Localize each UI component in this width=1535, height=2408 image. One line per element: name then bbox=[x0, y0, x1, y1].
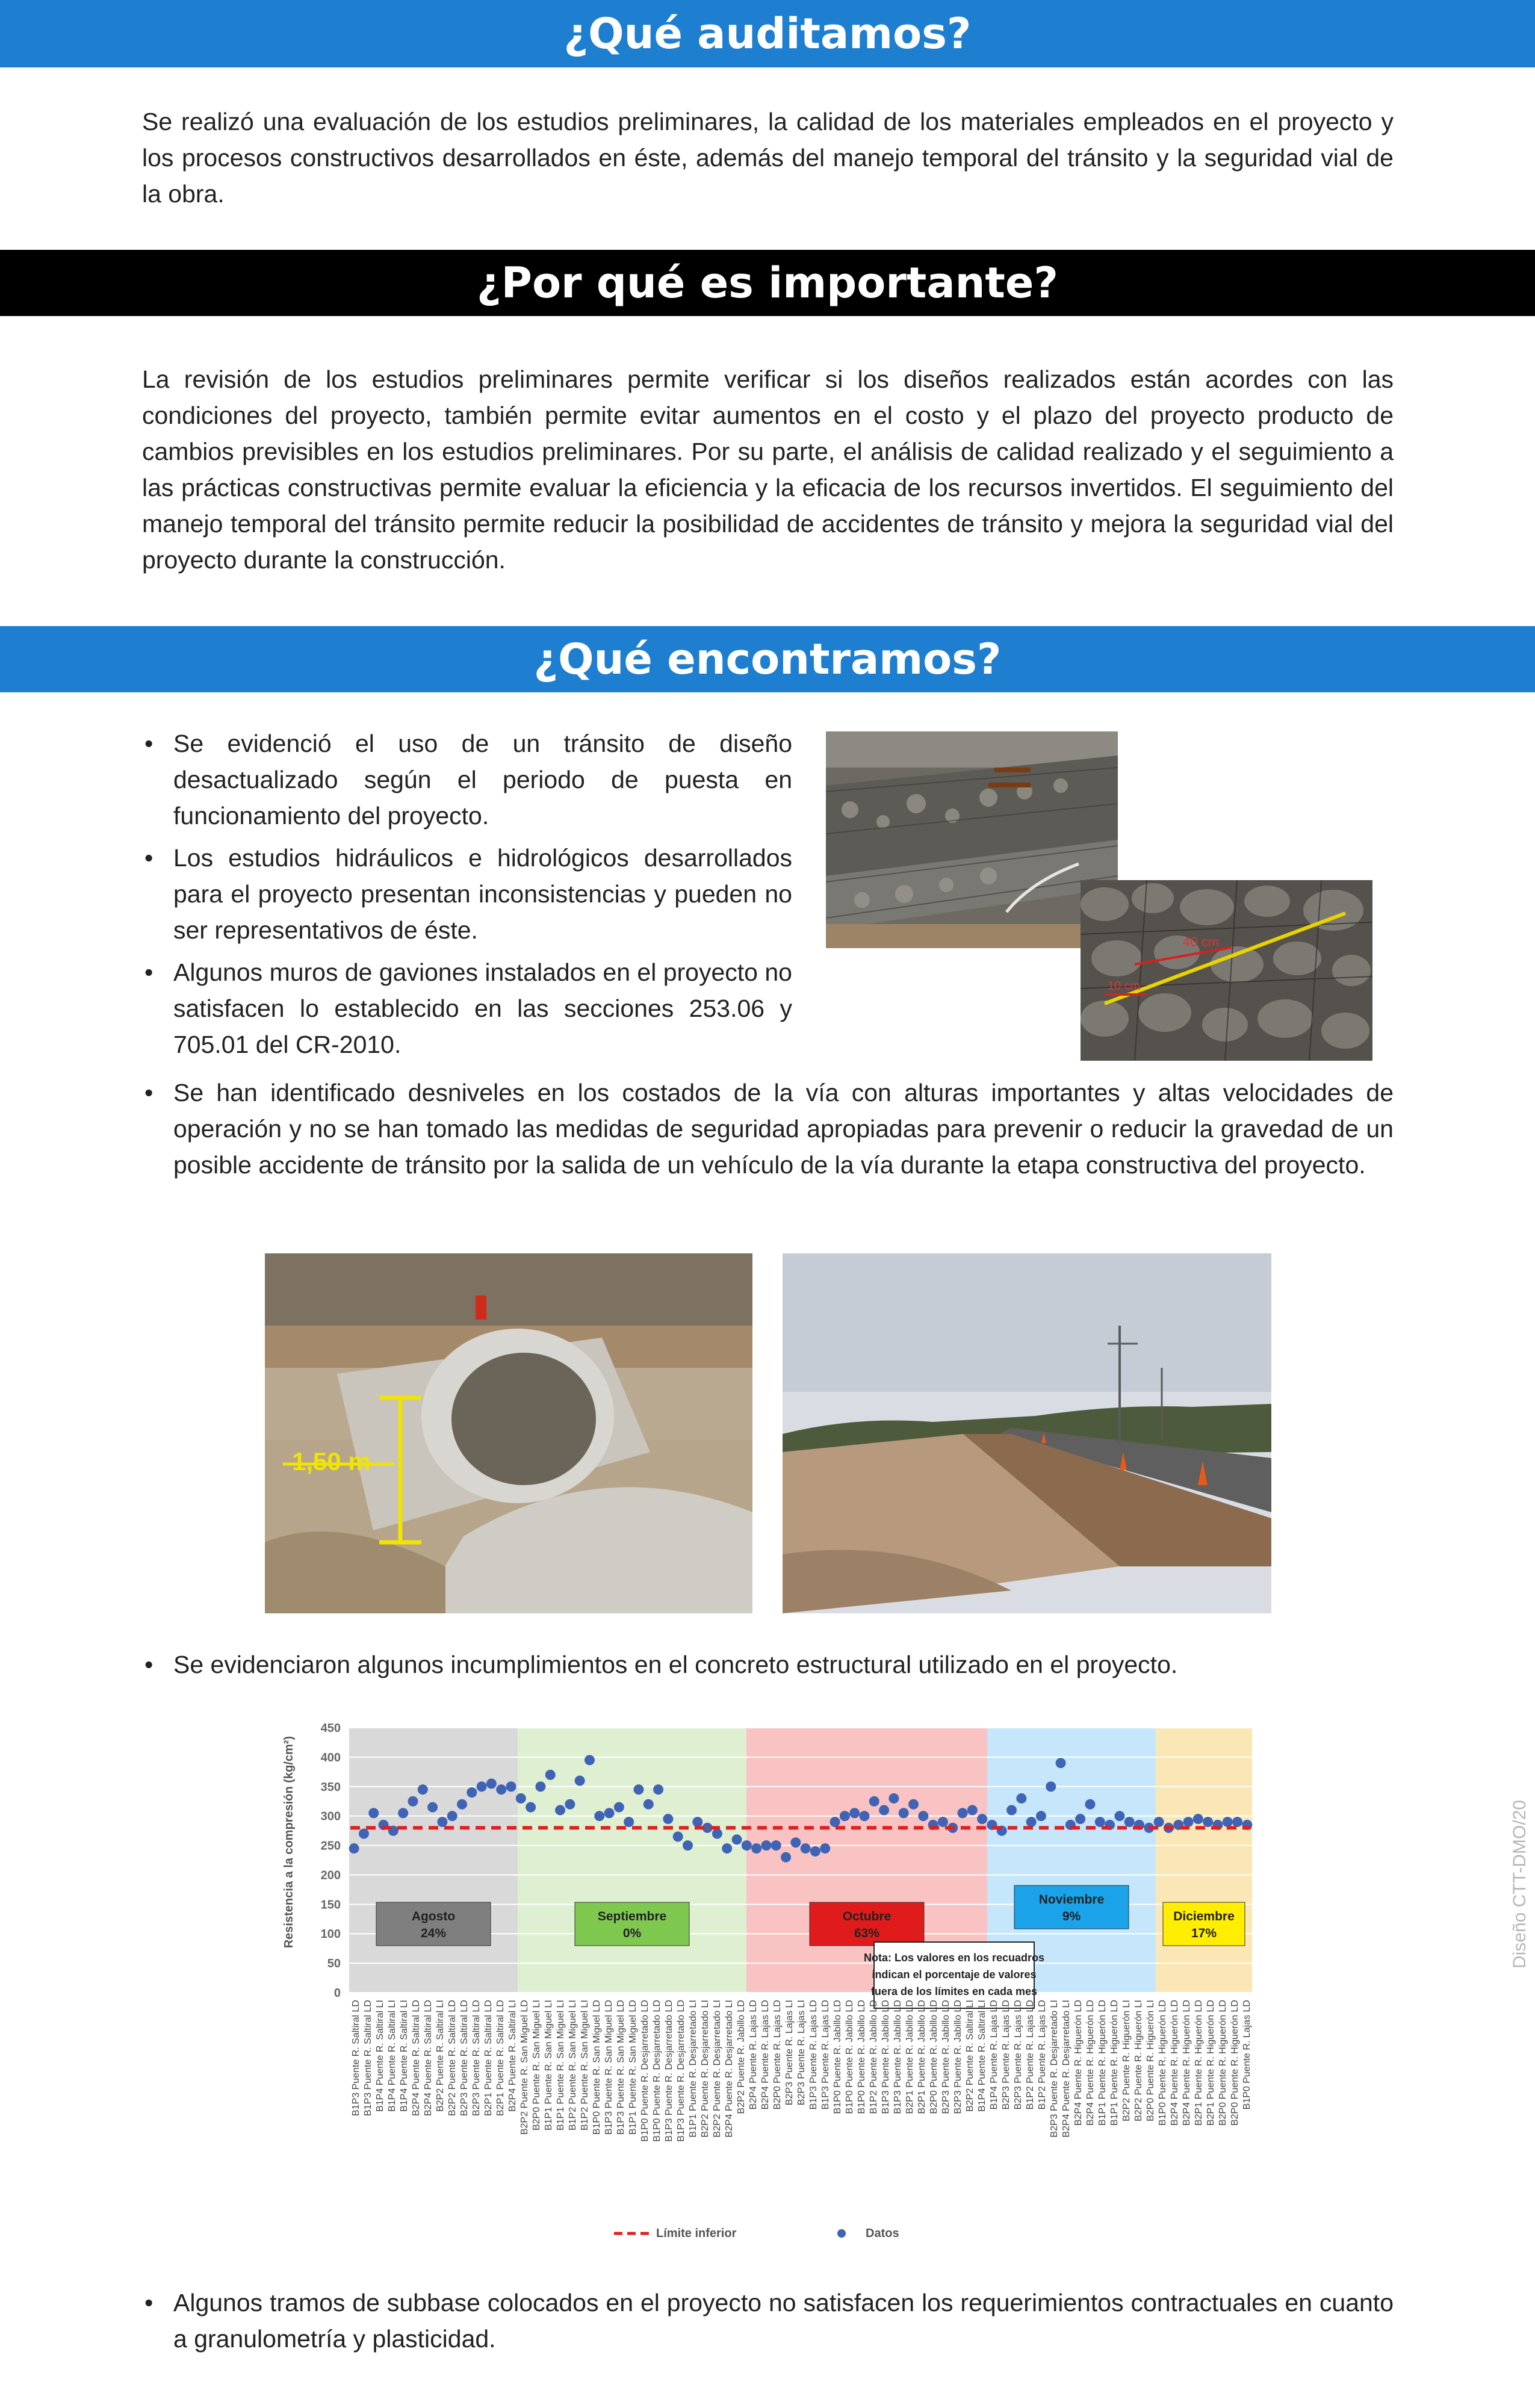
x-tick-label: B1P0 Puente R. Desjarretado LD bbox=[640, 2000, 650, 2142]
month-percentage: 63% bbox=[854, 1926, 880, 1940]
x-tick-label: B2P1 Puente R. Saltiral LD bbox=[495, 2000, 506, 2116]
data-point bbox=[437, 1817, 447, 1827]
importance-paragraph: La revisión de los estudios preliminares permite verificar si los diseños realizados están acordes con las condiciones del proyecto, también permite evitar aumentos en el costo y el plazo del proyecto producto de cambios previsibles en los estudios preliminares. Por su parte, el análisis de calidad realizado y el seguimiento a las prácticas constructivas permite evaluar la eficiencia y la eficacia de los recursos invertidos. El seguimiento del manejo temporal del tránsito permite reducir la posibilidad de accidentes de tránsito y mejora la seguridad vial del proyecto durante la construcción. bbox=[142, 365, 1394, 574]
x-tick-label: B2P3 Puente R. Desjarretado LI bbox=[1049, 2000, 1059, 2138]
gabion-wall-photo bbox=[826, 731, 1118, 948]
month-percentage: 24% bbox=[420, 1926, 447, 1940]
y-tick-label: 400 bbox=[320, 1751, 341, 1764]
month-name: Diciembre bbox=[1173, 1910, 1235, 1923]
y-tick-label: 450 bbox=[320, 1722, 341, 1735]
x-tick-label: B2P1 Puente R. Higuerón LD bbox=[1206, 2000, 1216, 2126]
finding-item: • Algunos muros de gaviones instalados en el proyecto no satisfacen lo establecido en las secciones 253.06 y 705.01 del CR-2010. bbox=[142, 954, 792, 1063]
x-tick-label: B2P2 Puente R. Higuerón LI bbox=[1121, 2000, 1132, 2121]
data-point bbox=[477, 1781, 487, 1792]
data-point bbox=[457, 1799, 467, 1810]
x-tick-label: B1P0 Puente R. Higuerón LD bbox=[1158, 2000, 1168, 2126]
data-point bbox=[801, 1843, 811, 1854]
x-tick-label: B1P1 Puente R. San Miguel LI bbox=[556, 2000, 566, 2131]
gabion-label-a: 40 cm bbox=[1183, 934, 1219, 949]
bullet-icon: • bbox=[144, 730, 154, 757]
x-tick-label: B1P1 Puente R. San Miguel LD bbox=[628, 2000, 638, 2135]
data-point bbox=[1193, 1814, 1203, 1824]
x-tick-label: B2P4 Puente R. Higuerón LD bbox=[1170, 2000, 1180, 2126]
data-point bbox=[585, 1755, 595, 1765]
data-point bbox=[408, 1796, 418, 1807]
x-tick-label: B2P2 Puente R. Jabillo LD bbox=[736, 2000, 746, 2114]
x-tick-label: B2P2 Puente R. Desjarretado LI bbox=[712, 2000, 722, 2138]
data-point bbox=[545, 1770, 556, 1780]
data-point bbox=[575, 1776, 585, 1786]
x-tick-label: B1P3 Puente R. San Miguel LD bbox=[616, 2000, 626, 2135]
x-tick-label: B1P3 Puente R. Desjarretado LD bbox=[676, 2000, 686, 2142]
audit-paragraph: Se realizó una evaluación de los estudios preliminares, la calidad de los materiales empleados en el proyecto y los procesos constructivos desarrollados en éste, además del manejo temporal del tránsito y la seguridad vial de la obra. bbox=[142, 108, 1394, 208]
data-point bbox=[1056, 1758, 1066, 1768]
finding-item: • Se evidenció el uso de un tránsito de diseño desactualizado según el periodo de puesta en funcionamiento del proyecto. bbox=[142, 725, 792, 834]
bullet-icon: • bbox=[144, 1651, 154, 1678]
x-tick-label: B1P0 Puente R. Desjarretado LD bbox=[652, 2000, 662, 2142]
data-point bbox=[849, 1808, 860, 1818]
chart-note-line: Nota: Los valores en los recuadros bbox=[863, 1952, 1045, 1964]
x-tick-label: B2P0 Puente R. San Miguel LI bbox=[532, 2000, 542, 2131]
data-point bbox=[692, 1817, 702, 1827]
gabion-label-b: 10 cm bbox=[1108, 979, 1141, 993]
data-point bbox=[899, 1808, 909, 1818]
y-tick-label: 350 bbox=[320, 1780, 341, 1794]
x-tick-label: B2P3 Puente R. Lajas LD bbox=[1013, 2000, 1023, 2110]
x-tick-label: B1P2 Puente R. San Miguel LI bbox=[580, 2000, 590, 2131]
y-tick-label: 50 bbox=[327, 1957, 341, 1971]
data-point bbox=[496, 1784, 506, 1795]
month-label-box bbox=[575, 1902, 689, 1946]
legend-data-label: Datos bbox=[866, 2227, 899, 2240]
data-point bbox=[624, 1817, 634, 1827]
section-title: ¿Qué auditamos? bbox=[563, 9, 972, 58]
data-point bbox=[1154, 1817, 1164, 1827]
chart-legend bbox=[614, 2227, 899, 2240]
data-point bbox=[427, 1802, 438, 1813]
x-tick-label: B2P1 Puente R. Higuerón LD bbox=[1194, 2000, 1204, 2126]
x-tick-label: B2P4 Puente R. Desjarretado LI bbox=[724, 2000, 734, 2138]
x-tick-label: B2P3 Puente R. Lajas LI bbox=[796, 2000, 807, 2106]
x-tick-label: B2P3 Puente R. Saltiral LD bbox=[459, 2000, 470, 2116]
data-point bbox=[830, 1817, 840, 1827]
x-tick-label: B2P4 Puente R. Higuerón LD bbox=[1073, 2000, 1084, 2126]
data-point bbox=[1026, 1817, 1037, 1827]
data-point bbox=[879, 1805, 889, 1815]
x-tick-label: B2P4 Puente R. Higuerón LD bbox=[1182, 2000, 1192, 2126]
legend-data-swatch bbox=[837, 2229, 846, 2238]
x-tick-label: B1P4 Puente R. Saltiral LI bbox=[399, 2000, 409, 2112]
findings-list-mid bbox=[142, 1075, 1394, 1189]
bullet-icon: • bbox=[144, 844, 154, 872]
x-tick-label: B2P2 Puente R. San Miguel LD bbox=[519, 2000, 530, 2135]
x-tick-label: B1P2 Puente R. Jabillo LD bbox=[869, 2000, 879, 2114]
chart-note bbox=[864, 1942, 1044, 2008]
data-point bbox=[486, 1778, 497, 1789]
data-point bbox=[368, 1808, 379, 1818]
x-tick-label: B2P2 Puente R. Higuerón LI bbox=[1133, 2000, 1144, 2121]
x-tick-label: B2P4 Puente R. Desjarretado LI bbox=[1061, 2000, 1071, 2138]
month-name: Agosto bbox=[411, 1910, 456, 1923]
y-tick-label: 300 bbox=[320, 1810, 341, 1823]
x-tick-label: B1P2 Puente R. Lajas LD bbox=[1037, 2000, 1047, 2110]
data-point bbox=[418, 1784, 428, 1795]
month-label-box bbox=[810, 1902, 924, 1946]
chart-note-line: fuera de los límites en cada mes bbox=[870, 1985, 1038, 1997]
data-point bbox=[859, 1811, 869, 1821]
findings-list-concrete bbox=[142, 1646, 1394, 1689]
x-tick-label: B1P0 Puente R. Jabillo LD bbox=[845, 2000, 855, 2114]
data-point bbox=[594, 1811, 604, 1821]
x-tick-label: B2P4 Puente R. Lajas LD bbox=[760, 2000, 771, 2110]
finding-item: • Se evidenciaron algunos incumplimientos en el concreto estructural utilizado en el proyecto. bbox=[142, 1646, 1394, 1683]
x-tick-label: B1P4 Puente R. Saltiral LI bbox=[387, 2000, 397, 2112]
x-tick-label: B1P4 Puente R. Saltiral LI bbox=[977, 2000, 987, 2112]
bullet-icon: • bbox=[144, 2289, 154, 2316]
x-tick-label: B1P2 Puente R. San Miguel LI bbox=[568, 2000, 578, 2131]
x-tick-label: B2P1 Puente R. Jabillo LD bbox=[905, 2000, 915, 2114]
x-tick-label: B2P3 Puente R. Jabillo LD bbox=[941, 2000, 951, 2114]
x-tick-label: B1P4 Puente R. Saltiral LI bbox=[375, 2000, 385, 2112]
data-point bbox=[1124, 1817, 1135, 1827]
data-point bbox=[722, 1843, 732, 1854]
concrete-pipe-photo bbox=[265, 1253, 752, 1613]
findings-list-top bbox=[142, 725, 792, 1069]
data-point bbox=[673, 1831, 683, 1842]
x-tick-label: B2P0 Puente R. Higuerón LD bbox=[1230, 2000, 1240, 2126]
data-point bbox=[761, 1840, 771, 1851]
data-point bbox=[820, 1843, 830, 1854]
finding-item: • Algunos tramos de subbase colocados en el proyecto no satisfacen los requerimientos contractuales en cuanto a granulometría y plasticidad. bbox=[142, 2285, 1394, 2357]
x-tick-label: B2P4 Puente R. Saltiral LD bbox=[423, 2000, 433, 2116]
data-point bbox=[938, 1817, 948, 1827]
roadside-drop-photo bbox=[783, 1253, 1271, 1613]
data-point bbox=[967, 1805, 978, 1815]
data-point bbox=[1095, 1817, 1105, 1827]
section-title: ¿Por qué es importante? bbox=[477, 258, 1058, 308]
x-tick-label: B2P0 Puente R. Higuerón LI bbox=[1146, 2000, 1156, 2121]
month-percentage: 0% bbox=[622, 1926, 642, 1940]
section-title: ¿Qué encontramos? bbox=[533, 635, 1002, 684]
data-point bbox=[506, 1781, 516, 1792]
x-tick-label: B2P4 Puente R. Higuerón LD bbox=[1085, 2000, 1096, 2126]
x-tick-label: B1P3 Puente R. Jabillo LD bbox=[893, 2000, 903, 2114]
x-tick-label: B2P4 Puente R. Lajas LD bbox=[748, 2000, 758, 2110]
section-header-audit bbox=[0, 0, 1535, 67]
month-name: Octubre bbox=[842, 1910, 892, 1923]
data-point bbox=[1183, 1817, 1194, 1827]
data-point bbox=[1006, 1805, 1017, 1815]
findings-list-bottom bbox=[142, 2285, 1394, 2363]
data-point bbox=[1232, 1817, 1242, 1827]
data-point bbox=[1046, 1781, 1056, 1792]
y-tick-label: 0 bbox=[333, 1987, 341, 2000]
data-point bbox=[1036, 1811, 1046, 1821]
x-tick-label: B2P3 Puente R. Lajas LD bbox=[1001, 2000, 1011, 2110]
x-tick-label: B1P3 Puente R. San Miguel LD bbox=[604, 2000, 614, 2135]
data-point bbox=[653, 1784, 663, 1795]
x-tick-label: B2P2 Puente R. Saltiral LI bbox=[965, 2000, 975, 2112]
data-point bbox=[614, 1802, 624, 1813]
data-point bbox=[712, 1829, 722, 1839]
x-tick-label: B2P0 Puente R. Lajas LD bbox=[772, 2000, 783, 2110]
x-tick-label: B2P4 Puente R. Saltiral LI bbox=[507, 2000, 518, 2112]
data-point bbox=[908, 1799, 919, 1810]
x-tick-label: B1P3 Puente R. Saltiral LD bbox=[363, 2000, 373, 2116]
gabion-stones-photo bbox=[1081, 880, 1372, 1061]
x-tick-label: B1P0 Puente R. Jabillo LD bbox=[833, 2000, 843, 2114]
data-point bbox=[643, 1799, 654, 1810]
x-tick-label: B2P1 Puente R. Saltiral LD bbox=[483, 2000, 494, 2116]
data-point bbox=[349, 1843, 359, 1854]
y-axis-label: Resistencia a la compresión (kg/cm²) bbox=[282, 1736, 296, 1949]
x-tick-label: B2P0 Puente R. Higuerón LD bbox=[1218, 2000, 1228, 2126]
month-band bbox=[1156, 1728, 1252, 1993]
x-tick-label: B1P3 Puente R. Jabillo LD bbox=[881, 2000, 891, 2114]
x-tick-label: B1P1 Puente R. San Miguel LI bbox=[544, 2000, 554, 2131]
month-percentage: 17% bbox=[1191, 1926, 1217, 1940]
data-point bbox=[516, 1793, 526, 1804]
x-tick-label: B2P3 Puente R. Lajas LI bbox=[784, 2000, 795, 2106]
data-point bbox=[447, 1811, 457, 1821]
month-name: Septiembre bbox=[597, 1910, 667, 1923]
x-tick-label: B2P1 Puente R. Jabillo LD bbox=[917, 2000, 927, 2114]
data-point bbox=[977, 1814, 987, 1824]
bullet-icon: • bbox=[144, 958, 154, 986]
x-tick-label: B2P2 Puente R. Desjarretado LI bbox=[700, 2000, 710, 2138]
data-point bbox=[565, 1799, 575, 1810]
data-point bbox=[810, 1846, 820, 1857]
data-point bbox=[790, 1837, 801, 1848]
x-tick-label: B1P3 Puente R. Lajas LD bbox=[820, 2000, 831, 2110]
x-tick-label: B2P2 Puente R. Saltiral LI bbox=[435, 2000, 445, 2112]
y-tick-label: 100 bbox=[320, 1928, 341, 1941]
x-tick-label: B1P4 Puente R. Lajas LD bbox=[989, 2000, 999, 2110]
data-point bbox=[1016, 1793, 1026, 1804]
month-label-box bbox=[1014, 1885, 1129, 1929]
data-point bbox=[1223, 1817, 1233, 1827]
data-point bbox=[742, 1840, 752, 1851]
data-point bbox=[840, 1811, 850, 1821]
y-tick-label: 150 bbox=[320, 1898, 341, 1912]
x-tick-label: B1P3 Puente R. Lajas LD bbox=[808, 2000, 819, 2110]
section-header-importance bbox=[0, 250, 1535, 316]
month-label-box bbox=[1163, 1902, 1245, 1946]
data-point bbox=[535, 1781, 545, 1792]
x-tick-label: B1P2 Puente R. Lajas LD bbox=[1025, 2000, 1035, 2110]
data-point bbox=[771, 1840, 781, 1851]
x-tick-label: B1P0 Puente R. Jabillo LD bbox=[857, 2000, 867, 2114]
chart-note-line: indican el porcentaje de valores bbox=[872, 1969, 1037, 1981]
data-point bbox=[1085, 1799, 1095, 1810]
month-band bbox=[349, 1728, 518, 1993]
x-tick-label: B2P3 Puente R. Saltiral LD bbox=[471, 2000, 482, 2116]
x-tick-label: B2P2 Puente R. Saltiral LD bbox=[447, 2000, 457, 2116]
data-point bbox=[1075, 1814, 1085, 1824]
y-tick-label: 200 bbox=[320, 1869, 341, 1882]
x-tick-label: B2P0 Puente R. Jabillo LD bbox=[929, 2000, 939, 2114]
finding-item: • Los estudios hidráulicos e hidrológicos desarrollados para el proyecto presentan inconsistencias y pueden no ser representativos de éste. bbox=[142, 840, 792, 948]
x-tick-label: B1P1 Puente R. Desjarretado LI bbox=[688, 2000, 698, 2138]
bullet-icon: • bbox=[144, 1079, 154, 1106]
data-point bbox=[467, 1787, 477, 1798]
x-tick-label: B2P3 Puente R. Jabillo LD bbox=[953, 2000, 963, 2114]
data-point bbox=[888, 1793, 899, 1804]
data-point bbox=[604, 1808, 615, 1818]
x-tick-label: B1P1 Puente R. Higuerón LD bbox=[1097, 2000, 1108, 2126]
x-tick-label: B2P4 Puente R. Saltiral LD bbox=[411, 2000, 421, 2116]
data-point bbox=[526, 1802, 536, 1813]
data-point bbox=[958, 1808, 968, 1818]
data-point bbox=[732, 1834, 742, 1845]
data-point bbox=[398, 1808, 408, 1818]
data-point bbox=[633, 1784, 643, 1795]
x-tick-label: B1P1 Puente R. Higuerón LD bbox=[1109, 2000, 1120, 2126]
month-label-box bbox=[376, 1902, 491, 1946]
month-percentage: 9% bbox=[1062, 1910, 1081, 1923]
x-tick-label: B1P3 Puente R. Saltiral LD bbox=[351, 2000, 361, 2116]
data-point bbox=[1114, 1811, 1124, 1821]
data-point bbox=[359, 1829, 369, 1839]
data-point bbox=[1203, 1817, 1213, 1827]
data-point bbox=[751, 1843, 761, 1854]
x-tick-label: B1P0 Puente R. Lajas LD bbox=[1242, 2000, 1252, 2110]
month-band bbox=[518, 1728, 746, 1993]
finding-item: • Se han identificado desniveles en los costados de la vía con alturas importantes y altas velocidades de operación y no se han tomado las medidas de seguridad apropiadas para prevenir o reducir la gravedad de un posible accidente de tránsito por la salida de un vehículo de la vía durante la etapa constructiva del proyecto. bbox=[142, 1075, 1394, 1183]
pipe-height-label: 1,50 m bbox=[292, 1447, 371, 1476]
design-credit: Diseño CTT-DMO/20 bbox=[1510, 1799, 1530, 1969]
legend-limit-label: Límite inferior bbox=[656, 2227, 737, 2240]
x-tick-label: B1P3 Puente R. Desjarretado LD bbox=[664, 2000, 674, 2142]
section-header-findings bbox=[0, 626, 1535, 692]
data-point bbox=[918, 1811, 928, 1821]
y-tick-label: 250 bbox=[320, 1839, 341, 1853]
data-point bbox=[683, 1840, 693, 1851]
x-tick-label: B1P0 Puente R. San Miguel LD bbox=[592, 2000, 602, 2135]
data-point bbox=[555, 1805, 565, 1815]
month-name: Noviembre bbox=[1038, 1893, 1105, 1907]
compression-strength-chart bbox=[265, 1710, 1264, 2270]
data-point bbox=[663, 1814, 673, 1824]
data-point bbox=[781, 1852, 791, 1863]
data-point bbox=[869, 1796, 879, 1807]
